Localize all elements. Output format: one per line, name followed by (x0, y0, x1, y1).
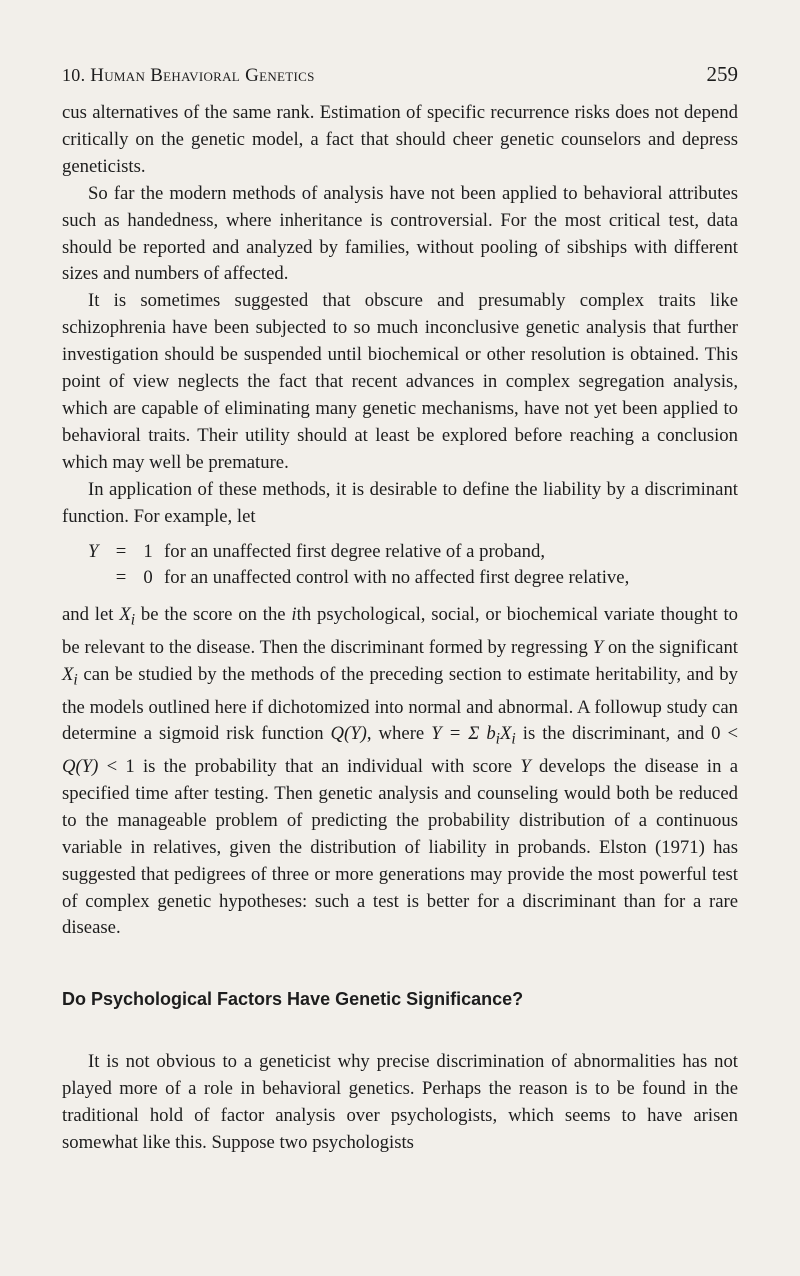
running-head (62, 65, 315, 87)
equation-equals-2: = (115, 567, 127, 589)
body-text (62, 100, 738, 1157)
paragraph-2: So far the modern methods of analysis have not been applied to behavioral attributes such as handedness, where inheritance is controversial. For the most critical test, data should be reported and analyzed by families, without pooling of sibships with different sizes and numbers of affected. (62, 182, 738, 285)
section-heading: Do Psychological Factors Have Genetic Significance? (62, 989, 524, 1010)
equation-row-2 (88, 565, 738, 592)
equation-row-1 (88, 539, 738, 566)
equation-equals: = (115, 540, 127, 562)
paragraph-4: In application of these methods, it is desirable to define the liability by a discriminant function. For example, let (62, 478, 738, 527)
page-number: 259 (706, 62, 738, 86)
running-header (62, 62, 738, 87)
paragraph-6: It is not obvious to a geneticist why precise discrimination of abnormalities has not played more of a role in behavioral genetics. Perhaps the reason is to be found in the traditional hold of factor analysis over psychologists, which seems to have arisen somewhat like this. Suppose two psychologists (62, 1051, 738, 1154)
definition-equation (88, 539, 738, 593)
paragraph-1: cus alternatives of the same rank. Estimation of specific recurrence risks does not depend critically on the genetic model, a fact that should cheer genetic counselors and depress geneticists. (62, 102, 738, 177)
equation-lhs: Y (88, 540, 99, 562)
paragraph-3: It is sometimes suggested that obscure and presumably complex traits like schizophrenia have been subjected to so much inconclusive genetic analysis that further investigation should be suspended until biochemical or other resolution is obtained. This point of view neglects the fact that recent advances in complex segregation analysis, which are capable of eliminating many genetic mechanisms, have not yet been applied to behavioral traits. Their utility should at least be explored before reaching a conclusion which may well be premature. (62, 290, 738, 473)
chapter-title: Human Behavioral Genetics (90, 65, 315, 86)
paragraph-5: and let $X_i$ be the score on the ith psychological, social, or biochemical variate thought to be relevant to the disease. Then the discriminant formed by regressing Y on the significant $X_i$ can be studied by the methods of the preceding section to estimate heritability, and by the models outlined here if dichotomized into normal and abnormal. A followup study can determine a sigmoid risk function Q(Y), where Y = Σ $b_iX_i$ is the discriminant, and 0 < Q(Y) < 1 is the probability that an individual with score Y develops the disease in a specified time after testing. Then genetic analysis and counseling would both be reduced to the manageable problem of predicting the probability distribution of a continuous variable in relatives, given the distribution of liability in probands. Elston (1971) has suggested that pedigrees of three or more generations may provide the most powerful test of complex genetic hypotheses: such a test is better for a discriminant than for a rare disease. (62, 604, 739, 939)
chapter-number: 10. (62, 65, 86, 85)
equation-text-1: for an unaffected first degree relative of a proband, (164, 540, 546, 562)
equation-value-2: 0 (143, 567, 153, 589)
equation-text-2: for an unaffected control with no affected first degree relative, (164, 567, 630, 589)
equation-value-1: 1 (143, 540, 153, 562)
